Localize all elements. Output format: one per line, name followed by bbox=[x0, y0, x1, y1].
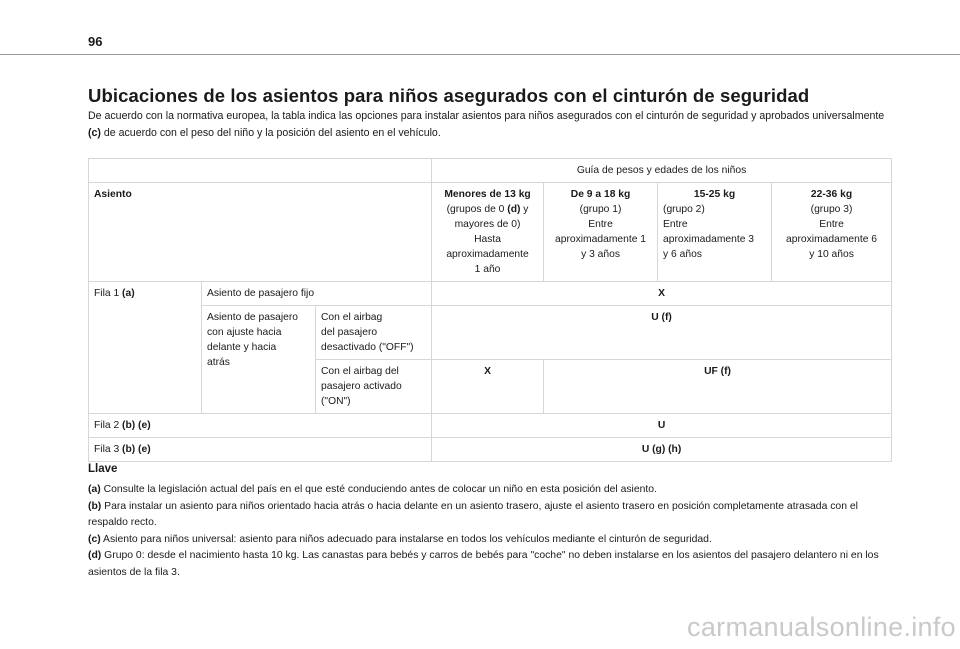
intro-paragraph bbox=[88, 108, 888, 142]
row-label-fila-1: Fila 1 (a) bbox=[89, 282, 202, 414]
airbag-on-value-groups-1-3: UF (f) bbox=[544, 360, 892, 414]
column-header-group-1: De 9 a 18 kg (grupo 1) Entre aproximadamente 1 y 3 años bbox=[544, 183, 658, 282]
fila-3-value: U (g) (h) bbox=[432, 438, 892, 462]
intro-reference: (c) bbox=[88, 127, 101, 139]
column-header-group-2: 15-25 kg (grupo 2) Entre aproximadamente 3 y 6 años bbox=[658, 183, 772, 282]
table-row bbox=[89, 282, 892, 306]
airbag-on-value-group-0: X bbox=[432, 360, 544, 414]
airbag-off-value: U (f) bbox=[432, 306, 892, 360]
column-header-group-3: 22-36 kg (grupo 3) Entre aproximadamente 6 y 10 años bbox=[772, 183, 892, 282]
legend-title: Llave bbox=[88, 463, 118, 475]
child-seat-table bbox=[88, 158, 892, 462]
table-row bbox=[89, 414, 892, 438]
intro-text: De acuerdo con la normativa europea, la tabla indica las opciones para instalar asientos para niños asegurados con el cinturón de seguridad y aprobados universalmente bbox=[88, 110, 885, 122]
row-label-fila-3: Fila 3 (b) (e) bbox=[89, 438, 432, 462]
table-row bbox=[89, 438, 892, 462]
adjustable-passenger-seat-label: Asiento de pasajero con ajuste hacia delante y hacia atrás bbox=[202, 306, 316, 414]
seat-header: Asiento bbox=[89, 183, 432, 282]
legend-item-c: (c) Asiento para niños universal: asiento para niños adecuado para instalarse en todos los vehículos mediante el cinturón de seguridad. bbox=[88, 533, 712, 545]
fila-2-value: U bbox=[432, 414, 892, 438]
legend-list bbox=[88, 482, 894, 582]
legend-item-a: (a) Consulte la legislación actual del país en el que esté conduciendo antes de colocar un niño en esta posición del asiento. bbox=[88, 484, 657, 495]
header-divider bbox=[0, 54, 960, 55]
table-row bbox=[89, 306, 892, 360]
airbag-on-label: Con el airbag del pasajero activado ("ON") bbox=[316, 360, 432, 414]
fixed-seat-value: X bbox=[432, 282, 892, 306]
table-row-column-headers bbox=[89, 183, 892, 282]
watermark-text: carmanualsonline.info bbox=[687, 612, 956, 642]
empty-cell bbox=[89, 159, 432, 183]
fixed-passenger-seat-label: Asiento de pasajero fijo bbox=[202, 282, 432, 306]
section-title: Ubicaciones de los asientos para niños asegurados con el cinturón de seguridad bbox=[88, 85, 810, 106]
table-row-group-header bbox=[89, 159, 892, 183]
weight-age-guide-header: Guía de pesos y edades de los niños bbox=[432, 159, 892, 183]
airbag-off-label: Con el airbag del pasajero desactivado ("OFF") bbox=[316, 306, 432, 360]
page-number: 96 bbox=[88, 34, 103, 49]
row-label-fila-2: Fila 2 (b) (e) bbox=[89, 414, 432, 438]
intro-text-end: de acuerdo con el peso del niño y la posición del asiento en el vehículo. bbox=[100, 127, 441, 139]
column-header-group-0: Menores de 13 kg (grupos de 0 (d) y mayores de 0) Hasta aproximadamente 1 año bbox=[432, 183, 544, 282]
legend-item-d: (d) Grupo 0: desde el nacimiento hasta 10 kg. Las canastas para bebés y carros de bebés para "coche" no deben instalarse en los asientos del pasajero delantero ni en los asientos de la fila 3. bbox=[88, 550, 879, 578]
legend-item-b: (b) Para instalar un asiento para niños orientado hacia atrás o hacia delante en un asiento trasero, ajuste el asiento trasero en posición completamente atrasada con el respaldo recto. bbox=[88, 500, 858, 529]
